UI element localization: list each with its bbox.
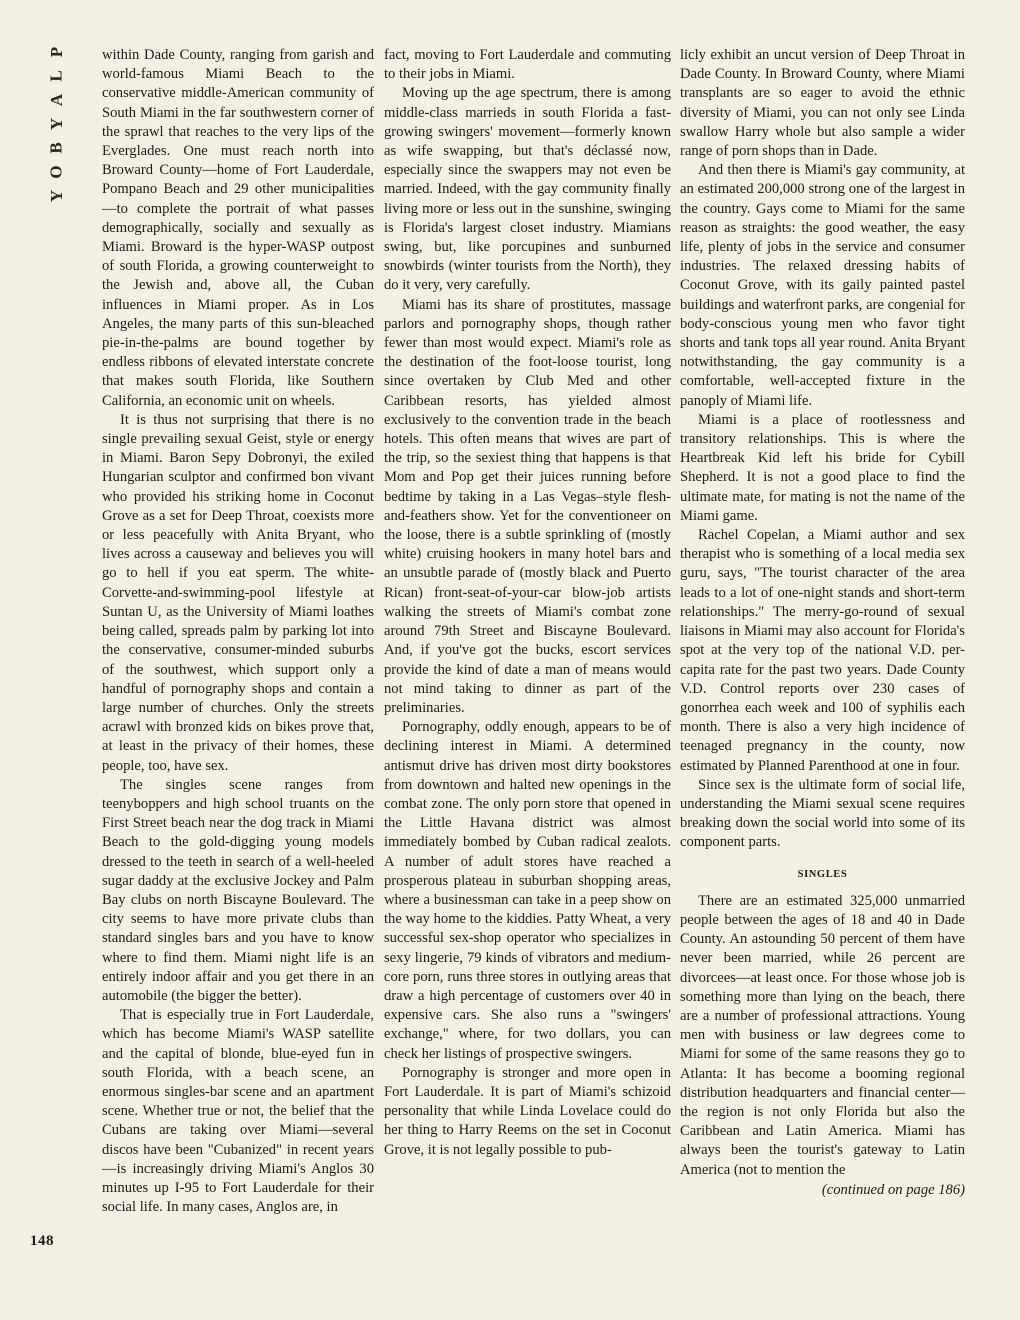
magazine-masthead [44, 40, 70, 208]
masthead-letter: L [47, 70, 66, 82]
paragraph: It is thus not surprising that there is no single prevailing sexual Geist, style or energy in Miami. Baron Sepy Dobronyi, the exiled Hungarian sculptor and confirmed bon vivant who provided his striking home in Coconut Grove as a set for Deep Throat, coexists more or less peacefully with Anita Bryant, who lives across a causeway and believes you will go to hell if you eat sperm. The white-Corvette-and-swimming-pool lifestyle at Suntan U, as the University of Miami loathes being called, spreads palm by parking lot into the conservative, consumer-minded suburbs of the southwest, which support only a handful of pornography shops and contain a large number of churches. Only the streets acrawl with bronzed kids on bikes prove that, at least in the privacy of their homes, these people, too, have sex. [102, 411, 374, 774]
text-column-2 [384, 46, 671, 1160]
page-number: 148 [30, 1233, 54, 1249]
section-subhead: SINGLES [797, 868, 848, 880]
paragraph: That is especially true in Fort Lauderdale, which has become Miami's WASP satellite and the capital of blonde, blue-eyed fun in south Florida, with a beach scene, an enormous singles-bar scene and an apartment scene. Whether true or not, the belief that the Cubans are taking over Miami—several discos have been "Cubanized" in recent years—is increasingly driving Miami's Anglos 30 minutes up I-95 to Fort Lauderdale for their social life. In many cases, Anglos are, in [102, 1007, 374, 1216]
paragraph: Pornography, oddly enough, appears to be of declining interest in Miami. A determined antismut drive has driven most dirty bookstores from downtown and halted new openings in the combat zone. The only porn store that opened in the Little Havana district was almost immediately bombed by Cuban radical zealots. A number of adult stores have reached a prosperous plateau in suburban shopping areas, where a businessman can take in a peep show on the way home to the kiddies. Patty Wheat, a very successful sex-shop operator who specializes in sexy lingerie, 79 kinds of vibrators and medium-core porn, runs three stores in outlying areas that draw a high percentage of customers over 40 in expensive cars. She also runs a "swingers' exchange," where, for two dollars, you can check her listings of prospective swingers. [384, 719, 671, 1062]
text-column-1 [102, 46, 374, 1217]
paragraph: fact, moving to Fort Lauderdale and commuting to their jobs in Miami. [384, 47, 671, 83]
paragraph: Moving up the age spectrum, there is among middle-class marrieds in south Florida a fast-growing swingers' movement—formerly known as wife swapping, but that's déclassé now, especially since the swappers may not even be married. Indeed, with the gay community finally living more or less out in the sunshine, swinging is Florida's largest closet industry. Miamians swing, but, like porcupines and sunburned snowbirds (winter tourists from the North), they do it very, very carefully. [384, 85, 671, 294]
masthead-letter: Y [47, 117, 66, 131]
masthead-letter: B [47, 142, 66, 154]
paragraph: within Dade County, ranging from garish and world-famous Miami Beach to the conservative middle-American community of South Miami in the far southwestern corner of the sprawl that reaches to the very lips of the Everglades. One must reach north into Broward County—home of Fort Lauderdale, Pompano Beach and 29 other municipalities—to complete the portrait of what passes demographically, socially and sexually as Miami. Broward is the hyper-WASP outpost of south Florida, a growing counterweight to the Jewish and, above all, the Cuban influences in Miami proper. As in Los Angeles, the many parts of this sun-bleached pie-in-the-palms are bound together by endless ribbons of elevated interstate concrete that makes south Florida, like Southern California, an economic unit on wheels. [102, 47, 374, 409]
masthead-letter: Y [47, 189, 66, 203]
paragraph: licly exhibit an uncut version of Deep Throat in Dade County. In Broward County, where Miami transplants are so eager to avoid the ethnic diversity of Miami, you can not only see Linda swallow Harry whole but also sample a wider range of porn shops than in Dade. [680, 47, 965, 160]
paragraph: Since sex is the ultimate form of social life, understanding the Miami sexual scene requires breaking down the social world into some of its component parts. [680, 776, 965, 851]
paragraph: The singles scene ranges from teenyboppers and high school truants on the First Street beach near the dog track in Miami Beach to the gold-digging young models dressed to the teeth in search of a well-heeled sugar daddy at the exclusive Jockey and Palm Bay clubs on north Biscayne Boulevard. The city seems to have more private clubs than standard singles bars and you have to know where to find them. Miami night life is an entirely indoor affair and you get there in an automobile (the bigger the better). [102, 776, 374, 1004]
paragraph: Miami has its share of prostitutes, massage parlors and pornography shops, though rather fewer than most would expect. Miami's role as the destination of the foot-loose tourist, long since overtaken by Club Med and other Caribbean resorts, has yielded almost exclusively to the convention trade in the beach hotels. This often means that wives are part of the trip, so the sexiest thing that happens is that Mom and Pop get their juices running before bedtime by taking in a Las Vegas–style flesh-and-feathers show. Yet for the conventioneer on the loose, there is a subtle sprinkling of (mostly white) cruising hookers in many hotel bars and an unsubtle parade of (mostly black and Puerto Rican) front-seat-of-your-car blow-job artists walking the streets of Miami's combat zone around 79th Street and Biscayne Boulevard. And, if you've got the bucks, escort services provide the kind of date a man of means would not mind taking to dinner as part of the preliminaries. [384, 296, 671, 716]
continued-note: (continued on page 186) [821, 1181, 965, 1198]
paragraph: Rachel Copelan, a Miami author and sex therapist who is something of a local media sex guru, says, "The tourist character of the area leads to a lot of one-night stands and short-term relationships." The merry-go-round of sexual liaisons in Miami may also account for Florida's spot at the very top of the national V.D. per-capita rate for the past two years. Dade County V.D. Control reports over 230 cases of gonorrhea each week and 100 of syphilis each month. There is also a very high incidence of teenaged pregnancy in the county, now estimated by Planned Parenthood at one in four. [680, 527, 965, 774]
masthead-letter: P [46, 46, 66, 58]
paragraph: Pornography is stronger and more open in Fort Lauderdale. It is part of Miami's schizoid personality that while Linda Lovelace could do her thing to Harry Reems on the set in Coconut Grove, it is not legally possible to pub- [384, 1064, 671, 1158]
text-column-3 [680, 46, 965, 1200]
paragraph: There are an estimated 325,000 unmarried people between the ages of 18 and 40 in Dade County. An astounding 50 percent of them have never been married, while 26 percent are divorcees—at least once. For those whose job is something more than lying on the beach, there are a number of professional attractions. Young men with business or law degrees come to Miami for some of the same reasons they go to Atlanta: It has become a booming regional distribution headquarters and financial center—the region is not only Florida but also the Caribbean and Latin America. Miami has always been the tourist's gateway to Latin America (not to mention the [680, 892, 965, 1178]
paragraph: Miami is a place of rootlessness and transitory relationships. This is where the Heartbreak Kid left his bride for Cybill Shepherd. It is not a good place to find the ultimate mate, for mating is not the name of the Miami game. [680, 411, 965, 524]
masthead-letter: A [47, 93, 66, 107]
masthead-letter: O [46, 165, 66, 179]
paragraph: And then there is Miami's gay community, at an estimated 200,000 strong one of the largest in the country. Gays come to Miami for the same reason as straights: the good weather, the easy life, plenty of jobs in the service and consumer industries. The relaxed dressing habits of Coconut Grove, with its gaily painted pastel buildings and waterfront parks, are congenial for body-conscious young men who favor tight shorts and tank tops all year round. Anita Bryant notwithstanding, the gay community is a comfortable, well-accepted fixture in the panoply of Miami life. [680, 162, 965, 409]
